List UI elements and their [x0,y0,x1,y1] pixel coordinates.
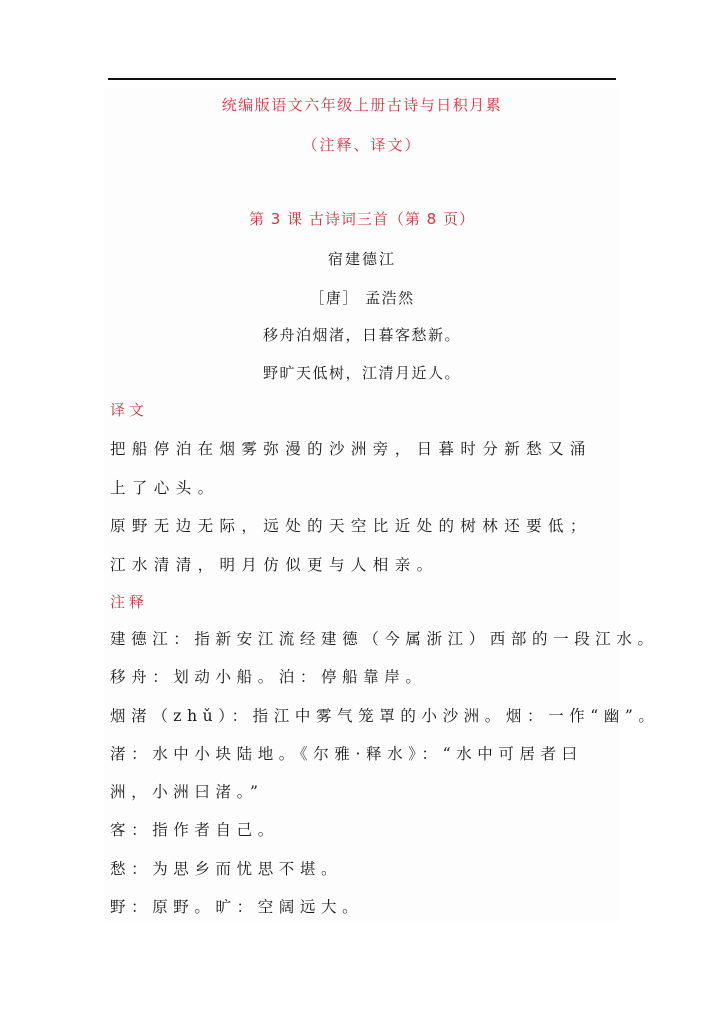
poem-author: ［唐］ 孟浩然 [309,289,415,307]
note-item: 建德江：指新安江流经建德（今属浙江）西部的一段江水。 [110,630,659,648]
note-item: 野：原野。旷：空阔远大。 [110,898,364,917]
header-rule [108,78,616,80]
document-title: 统编版语文六年级上册古诗与日积月累 [221,96,503,114]
notes-section-heading [110,592,610,612]
translation-paragraph: 把船停泊在烟雾弥漫的沙洲旁，日暮时分新愁又涌上了心头。 [110,440,592,497]
poem-line: 移舟泊烟渚，日暮客愁新。 [262,326,461,344]
translation-paragraph: 原野无边无际，远处的天空比近处的树林还要低；江水清清，明月仿似更与人相亲。 [110,517,592,574]
translation-heading: 译文 [110,401,149,419]
notes-heading: 注释 [110,593,149,611]
note-item: 客：指作者自己。 [110,821,279,840]
poem-line: 野旷天低树，江清月近人。 [262,364,461,382]
notes-body [110,620,660,926]
note-item: 移舟：划动小船。泊：停船靠岸。 [110,668,427,687]
note-item: 渚：水中小块陆地。《尔雅·释水》：“水中可居者曰洲，小洲曰渚。” [110,744,583,802]
document-subtitle: （注释、译文） [302,136,422,154]
translation-body [110,430,610,584]
poem-title: 宿建德江 [327,250,396,268]
note-item: 烟渚（zhǔ）：指江中雾气笼罩的小沙洲。烟：一作“幽”。 [110,706,660,725]
note-item: 愁：为思乡而忧思不堪。 [110,859,343,878]
lesson-title: 第 3 课 古诗词三首（第 8 页） [249,210,475,228]
translation-section-heading [110,400,610,420]
